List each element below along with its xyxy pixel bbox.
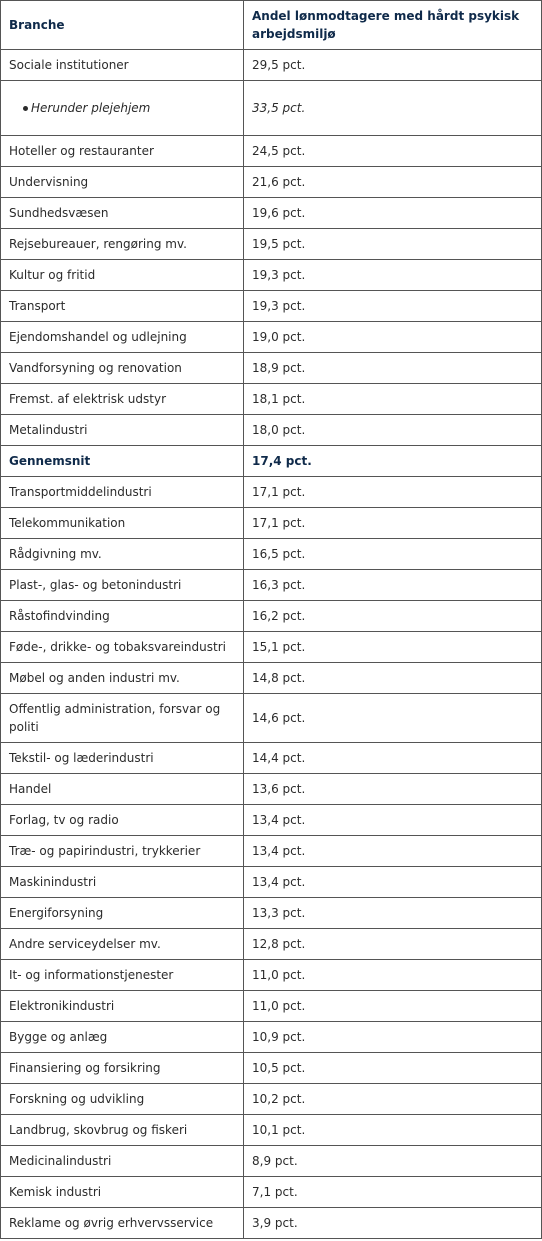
- table-row: [1, 774, 542, 805]
- cell-branche: [1, 1053, 244, 1084]
- branche-label: Finansiering og forsikring: [9, 1061, 161, 1075]
- branche-label: Elektronikindustri: [9, 999, 115, 1013]
- table-row: [1, 898, 542, 929]
- table-row: [1, 1022, 542, 1053]
- cell-branche: [1, 1084, 244, 1115]
- table-row: [1, 322, 542, 353]
- branche-label: Kemisk industri: [9, 1185, 102, 1199]
- branche-label: Sociale institutioner: [9, 58, 129, 72]
- cell-branche: [1, 50, 244, 81]
- bullet-icon: [23, 106, 28, 111]
- cell-branche: [1, 774, 244, 805]
- branche-label: Rejsebureauer, rengøring mv.: [9, 237, 187, 251]
- table-row: [1, 260, 542, 291]
- branche-label: Offentlig administration, forsvar og politi: [9, 702, 221, 734]
- branche-label: Transportmiddelindustri: [9, 485, 152, 499]
- cell-branche: [1, 198, 244, 229]
- table-row: [1, 1177, 542, 1208]
- table-row: [1, 743, 542, 774]
- cell-andel: 18,1 pct.: [244, 384, 542, 415]
- cell-andel: 10,1 pct.: [244, 1115, 542, 1146]
- table-row: [1, 508, 542, 539]
- cell-andel: 11,0 pct.: [244, 960, 542, 991]
- table-row: [1, 663, 542, 694]
- branche-label: Hoteller og restauranter: [9, 144, 154, 158]
- cell-andel: 19,3 pct.: [244, 260, 542, 291]
- branche-label: Bygge og anlæg: [9, 1030, 108, 1044]
- table-row: [1, 415, 542, 446]
- branche-label: Andre serviceydelser mv.: [9, 937, 161, 951]
- branche-label: Telekommunikation: [9, 516, 126, 530]
- branche-label: Medicinalindustri: [9, 1154, 112, 1168]
- cell-branche: [1, 229, 244, 260]
- table-row: [1, 167, 542, 198]
- cell-andel: 19,6 pct.: [244, 198, 542, 229]
- table-row: [1, 136, 542, 167]
- cell-andel: 12,8 pct.: [244, 929, 542, 960]
- cell-branche: [1, 508, 244, 539]
- cell-andel: 21,6 pct.: [244, 167, 542, 198]
- cell-andel: 17,1 pct.: [244, 508, 542, 539]
- cell-branche: [1, 743, 244, 774]
- cell-branche: [1, 291, 244, 322]
- cell-branche: [1, 384, 244, 415]
- cell-branche: [1, 632, 244, 663]
- cell-andel: 16,5 pct.: [244, 539, 542, 570]
- table-row: [1, 291, 542, 322]
- cell-branche: [1, 836, 244, 867]
- cell-andel: 16,2 pct.: [244, 601, 542, 632]
- cell-branche: [1, 322, 244, 353]
- cell-andel: 8,9 pct.: [244, 1146, 542, 1177]
- cell-branche: [1, 446, 244, 477]
- cell-branche: [1, 663, 244, 694]
- table-row: [1, 570, 542, 601]
- branche-label: Tekstil- og læderindustri: [9, 751, 154, 765]
- table-row: [1, 805, 542, 836]
- branche-label: Sundhedsvæsen: [9, 206, 109, 220]
- cell-andel: 10,2 pct.: [244, 1084, 542, 1115]
- branche-label: Fremst. af elektrisk udstyr: [9, 392, 167, 406]
- cell-branche: [1, 929, 244, 960]
- branche-label: Maskinindustri: [9, 875, 97, 889]
- cell-branche: [1, 601, 244, 632]
- cell-andel: 3,9 pct.: [244, 1208, 542, 1239]
- cell-branche: [1, 477, 244, 508]
- cell-andel: 13,4 pct.: [244, 836, 542, 867]
- table-row: [1, 694, 542, 743]
- cell-branche: [1, 1146, 244, 1177]
- table-row: [1, 929, 542, 960]
- cell-branche: [1, 570, 244, 601]
- cell-andel: 13,4 pct.: [244, 867, 542, 898]
- cell-andel: 13,6 pct.: [244, 774, 542, 805]
- cell-andel: 19,3 pct.: [244, 291, 542, 322]
- branche-label: Handel: [9, 782, 52, 796]
- cell-branche: [1, 415, 244, 446]
- cell-andel: 16,3 pct.: [244, 570, 542, 601]
- branche-label: Transport: [9, 299, 66, 313]
- cell-branche: [1, 260, 244, 291]
- table-row: [1, 960, 542, 991]
- table-row: [1, 836, 542, 867]
- cell-branche: [1, 1177, 244, 1208]
- cell-andel: 11,0 pct.: [244, 991, 542, 1022]
- branche-label: Vandforsyning og renovation: [9, 361, 182, 375]
- cell-branche: [1, 136, 244, 167]
- cell-branche: [1, 1022, 244, 1053]
- table-row: [1, 1208, 542, 1239]
- cell-andel: 17,4 pct.: [244, 446, 542, 477]
- branche-label: Træ- og papirindustri, trykkerier: [9, 844, 201, 858]
- cell-andel: 29,5 pct.: [244, 50, 542, 81]
- cell-branche: [1, 867, 244, 898]
- table-row: [1, 1053, 542, 1084]
- cell-andel: 10,9 pct.: [244, 1022, 542, 1053]
- branche-label: Metalindustri: [9, 423, 88, 437]
- branche-label: Gennemsnit: [9, 454, 91, 468]
- header-branche: Branche: [1, 1, 244, 50]
- table-row: [1, 198, 542, 229]
- branche-label: Rådgivning mv.: [9, 547, 102, 561]
- header-andel: Andel lønmodtagere med hårdt psykisk arbejdsmiljø: [244, 1, 542, 50]
- cell-andel: 19,5 pct.: [244, 229, 542, 260]
- cell-andel: 14,6 pct.: [244, 694, 542, 743]
- table-row: [1, 50, 542, 81]
- cell-branche: [1, 805, 244, 836]
- cell-branche: [1, 1208, 244, 1239]
- cell-branche: [1, 81, 244, 136]
- cell-andel: 13,4 pct.: [244, 805, 542, 836]
- cell-branche: [1, 694, 244, 743]
- cell-branche: [1, 1115, 244, 1146]
- table-row: [1, 81, 542, 136]
- table-row: [1, 384, 542, 415]
- table-row: [1, 867, 542, 898]
- branche-label: Forlag, tv og radio: [9, 813, 119, 827]
- branche-label: Landbrug, skovbrug og fiskeri: [9, 1123, 188, 1137]
- table-row: [1, 229, 542, 260]
- cell-andel: 14,8 pct.: [244, 663, 542, 694]
- table-body: [1, 50, 542, 1239]
- cell-andel: 18,9 pct.: [244, 353, 542, 384]
- branche-label: Råstofindvinding: [9, 609, 110, 623]
- cell-branche: [1, 353, 244, 384]
- table-row: [1, 601, 542, 632]
- branche-label: Undervisning: [9, 175, 89, 189]
- branche-label: Plast-, glas- og betonindustri: [9, 578, 182, 592]
- branche-label: Møbel og anden industri mv.: [9, 671, 180, 685]
- branche-label: Føde-, drikke- og tobaksvareindustri: [9, 640, 226, 654]
- table-row: [1, 991, 542, 1022]
- cell-branche: [1, 991, 244, 1022]
- branche-label: Energiforsyning: [9, 906, 104, 920]
- table-row: [1, 1115, 542, 1146]
- cell-andel: 15,1 pct.: [244, 632, 542, 663]
- cell-andel: 17,1 pct.: [244, 477, 542, 508]
- cell-branche: [1, 898, 244, 929]
- table-row: [1, 632, 542, 663]
- table-row: [1, 477, 542, 508]
- branche-label: Herunder plejehjem: [31, 101, 151, 115]
- table-header-row: [1, 1, 542, 50]
- branche-label: It- og informationstjenester: [9, 968, 174, 982]
- table-row: [1, 446, 542, 477]
- branche-label: Ejendomshandel og udlejning: [9, 330, 187, 344]
- cell-andel: 14,4 pct.: [244, 743, 542, 774]
- cell-andel: 19,0 pct.: [244, 322, 542, 353]
- cell-branche: [1, 960, 244, 991]
- cell-andel: 7,1 pct.: [244, 1177, 542, 1208]
- cell-andel: 33,5 pct.: [244, 81, 542, 136]
- table-row: [1, 1146, 542, 1177]
- cell-andel: 18,0 pct.: [244, 415, 542, 446]
- branche-label: Forskning og udvikling: [9, 1092, 145, 1106]
- cell-branche: [1, 167, 244, 198]
- cell-andel: 13,3 pct.: [244, 898, 542, 929]
- branche-label: Reklame og øvrig erhvervsservice: [9, 1216, 214, 1230]
- table-row: [1, 1084, 542, 1115]
- table-row: [1, 353, 542, 384]
- branche-label: Kultur og fritid: [9, 268, 96, 282]
- table-row: [1, 539, 542, 570]
- cell-andel: 10,5 pct.: [244, 1053, 542, 1084]
- cell-branche: [1, 539, 244, 570]
- cell-andel: 24,5 pct.: [244, 136, 542, 167]
